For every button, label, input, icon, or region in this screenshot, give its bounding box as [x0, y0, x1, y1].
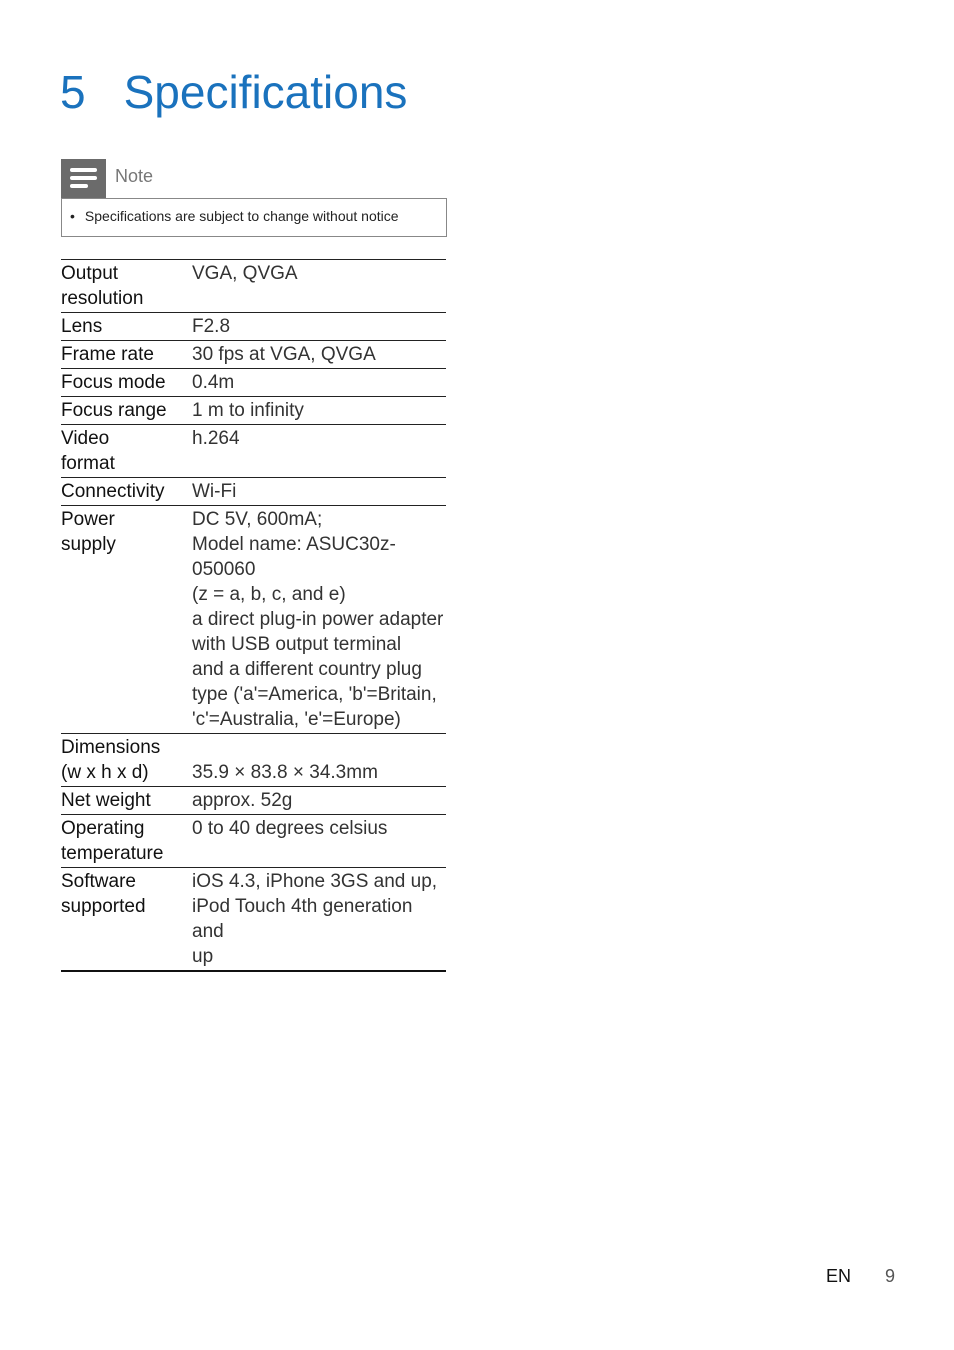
- spec-value: 0.4m: [192, 372, 235, 393]
- spec-value: 1 m to infinity: [192, 400, 304, 421]
- spec-value: DC 5V, 600mA; Model name: ASUC30z-050060 (z = a, b, c, and e) a direct plug-in power adapter with USB output terminal and a different country plug type ('a'=America, 'b'=Britain, 'c'=Australia, 'e'=Europe): [192, 509, 444, 730]
- spec-row: [61, 815, 446, 868]
- spec-row: [61, 341, 446, 369]
- note-item-text: Specifications are subject to change without notice: [84, 208, 399, 224]
- spec-row: [61, 397, 446, 425]
- note-box: [61, 198, 447, 237]
- spec-value: F2.8: [192, 316, 231, 337]
- spec-label: Video format: [61, 428, 115, 474]
- spec-label: Dimensions (w x h x d): [61, 737, 161, 783]
- note-label: Note: [115, 166, 154, 186]
- note-item: [70, 208, 399, 224]
- page-footer: [826, 1266, 895, 1287]
- spec-row: [61, 734, 446, 787]
- spec-label: Software supported: [61, 871, 146, 917]
- spec-label: Operating temperature: [61, 818, 164, 864]
- spec-value: Wi-Fi: [192, 481, 237, 502]
- spec-value: 30 fps at VGA, QVGA: [192, 344, 376, 365]
- language-code: EN: [826, 1266, 852, 1286]
- spec-row: [61, 260, 446, 313]
- spec-row: [61, 313, 446, 341]
- spec-label: Lens: [61, 316, 103, 337]
- spec-value: iOS 4.3, iPhone 3GS and up, iPod Touch 4th generation and up: [192, 871, 438, 967]
- note-icon: [61, 159, 106, 199]
- spec-row: [61, 787, 446, 815]
- spec-row: [61, 425, 446, 478]
- spec-value: 0 to 40 degrees celsius: [192, 818, 388, 839]
- spec-label: Focus range: [61, 400, 167, 421]
- spec-value: approx. 52g: [192, 790, 293, 811]
- page-title: [60, 62, 407, 122]
- spec-row: [61, 868, 446, 972]
- section-title: Specifications: [123, 66, 408, 118]
- spec-row: [61, 369, 446, 397]
- spec-label: Frame rate: [61, 344, 154, 365]
- spec-table: [61, 259, 446, 972]
- spec-label: Connectivity: [61, 481, 165, 502]
- spec-value: 35.9 × 83.8 × 34.3mm: [192, 762, 378, 783]
- section-number: 5: [60, 66, 86, 118]
- spec-row: [61, 478, 446, 506]
- spec-value: h.264: [192, 428, 240, 449]
- page-number: 9: [885, 1266, 896, 1286]
- bullet-icon: •: [70, 208, 75, 224]
- spec-label: Power supply: [61, 509, 116, 555]
- spec-row: [61, 506, 446, 734]
- spec-label: Focus mode: [61, 372, 166, 393]
- spec-label: Net weight: [61, 790, 151, 811]
- spec-value: VGA, QVGA: [192, 263, 298, 284]
- spec-label: Output resolution: [61, 263, 144, 309]
